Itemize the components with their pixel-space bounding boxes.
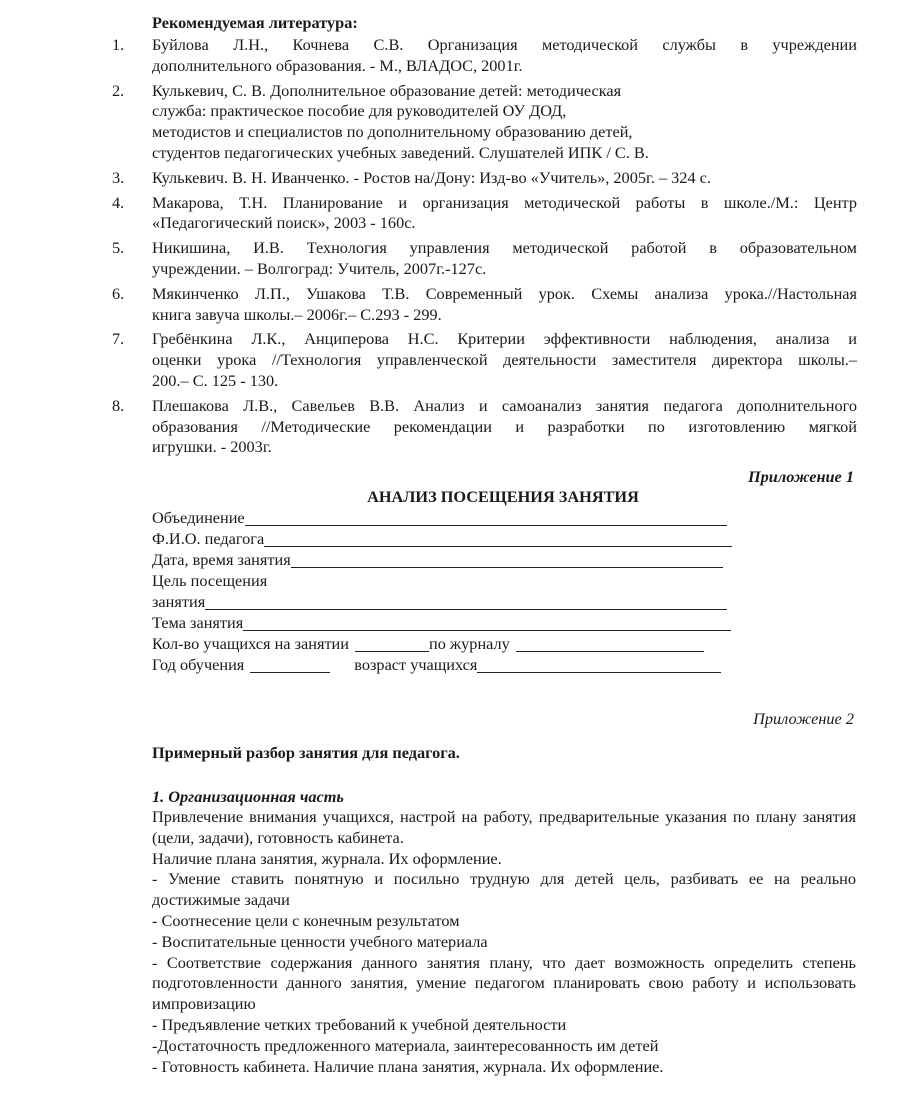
form-row-students-count: [152, 634, 704, 655]
form-row-association: [152, 508, 727, 529]
paragraph: Привлечение внимания учащихся, настрой на работу, предварительные указания по плану занятия (цели, задачи), готовность кабинета.: [152, 807, 856, 847]
fill-in-line: [205, 593, 727, 610]
fill-in-line: [243, 614, 731, 631]
reference-item: 7. Гребёнкина Л.К., Анциперова Н.С. Критерии эффективности наблюдения, анализа и оценки урока //Технология управленческой деятельности заместителя директора школы.– 200.– С. 125 - 130.: [112, 329, 857, 390]
field-label-association: Объединение: [152, 508, 245, 527]
fill-in-line: [291, 551, 723, 568]
reference-item: 1. Буйлова Л.Н., Кочнева С.В. Организация методической службы в учреждении дополнительного образования. - М., ВЛАДОС, 2001г.: [112, 35, 857, 75]
list-item: - Готовность кабинета. Наличие плана занятия, журнала. Их оформление.: [152, 1056, 664, 1076]
field-label-topic: Тема занятия: [152, 613, 244, 632]
references-list: [112, 35, 857, 462]
fill-in-line: [477, 656, 721, 673]
field-label-purpose-cont: занятия: [152, 592, 206, 611]
reference-item: 6. Мякинченко Л.П., Ушакова Т.В. Современный урок. Схемы анализа урока.//Настольная книга завуча школы.– 2006г.– С.293 - 299.: [112, 283, 857, 324]
field-label-students-count: Кол-во учащихся на занятии: [152, 634, 349, 653]
fill-in-line: [355, 635, 429, 652]
field-label-datetime: Дата, время занятия: [152, 550, 291, 569]
fill-in-line: [264, 530, 732, 547]
form-row-topic: [152, 613, 731, 634]
reference-item: 8. Плешакова Л.В., Савельев В.В. Анализ и самоанализ занятия педагога дополнительного образования //Методические рекомендации и разработки по изготовлению мягкой игрушки. - 2003г.: [112, 395, 857, 457]
list-item: - Умение ставить понятную и посильно трудную для детей цель, разбивать ее на реально достижимые задачи: [152, 869, 856, 910]
form-row-teacher: [152, 529, 732, 550]
field-label-purpose: Цель посещения: [152, 571, 268, 590]
form-row-datetime: [152, 550, 723, 571]
fill-in-line: [250, 656, 330, 673]
fill-in-line: [245, 509, 727, 526]
field-label-by-journal: по журналу: [428, 634, 510, 653]
field-label-teacher: Ф.И.О. педагога: [152, 529, 265, 548]
field-label-students-age: возраст учащихся: [354, 655, 478, 674]
reference-item: 2. Кулькевич, С. В. Дополнительное образование детей: методическая служба: практическое пособие для руководителей ОУ ДОД, методистов и специалистов по дополнительному образованию детей, студентов педагогических учебных заведений. Слушателей ИПК / С. В.: [112, 80, 649, 162]
reference-item: 4. Макарова, Т.Н. Планирование и организация методической работы в школе./М.: Центр «Педагогический поиск», 2003 - 160с.: [112, 192, 857, 233]
section-1-body: [152, 807, 856, 1077]
fill-in-line: [516, 635, 704, 652]
field-label-study-year: Год обучения: [152, 655, 245, 674]
list-item: -Достаточность предложенного материала, заинтересованность им детей: [152, 1035, 659, 1055]
section-1-title: 1. Организационная часть: [152, 787, 344, 806]
appendix-2-title: Примерный разбор занятия для педагога.: [152, 743, 460, 762]
form-row-study-year: [152, 655, 721, 676]
list-item: - Соответствие содержания данного занятия плану, что дает возможность определить степень подготовленности данного занятия, умение педагогом планировать свою работу и использовать импровизацию: [152, 952, 856, 1014]
reference-item: 5. Никишина, И.В. Технология управления методической работой в образовательном учреждении. – Волгоград: Учитель, 2007г.-127с.: [112, 238, 857, 278]
list-item: - Соотнесение цели с конечным результатом: [152, 910, 460, 930]
list-item: - Предъявление четких требований к учебной деятельности: [152, 1014, 567, 1034]
appendix-2-label: Приложение 2: [753, 709, 854, 728]
paragraph: Наличие плана занятия, журнала. Их оформление.: [152, 848, 502, 868]
reference-item: 3. Кулькевич. В. Н. Иванченко. - Ростов на/Дону: Изд-во «Учитель», 2005г. – 324 с.: [112, 167, 711, 187]
list-item: - Воспитательные ценности учебного материала: [152, 931, 488, 951]
references-heading: Рекомендуемая литература:: [152, 13, 358, 32]
appendix-1-label: Приложение 1: [748, 467, 854, 486]
form-row-purpose-2: [152, 592, 727, 613]
form-row-purpose: [152, 571, 267, 592]
appendix-1-title: АНАЛИЗ ПОСЕЩЕНИЯ ЗАНЯТИЯ: [367, 487, 639, 506]
